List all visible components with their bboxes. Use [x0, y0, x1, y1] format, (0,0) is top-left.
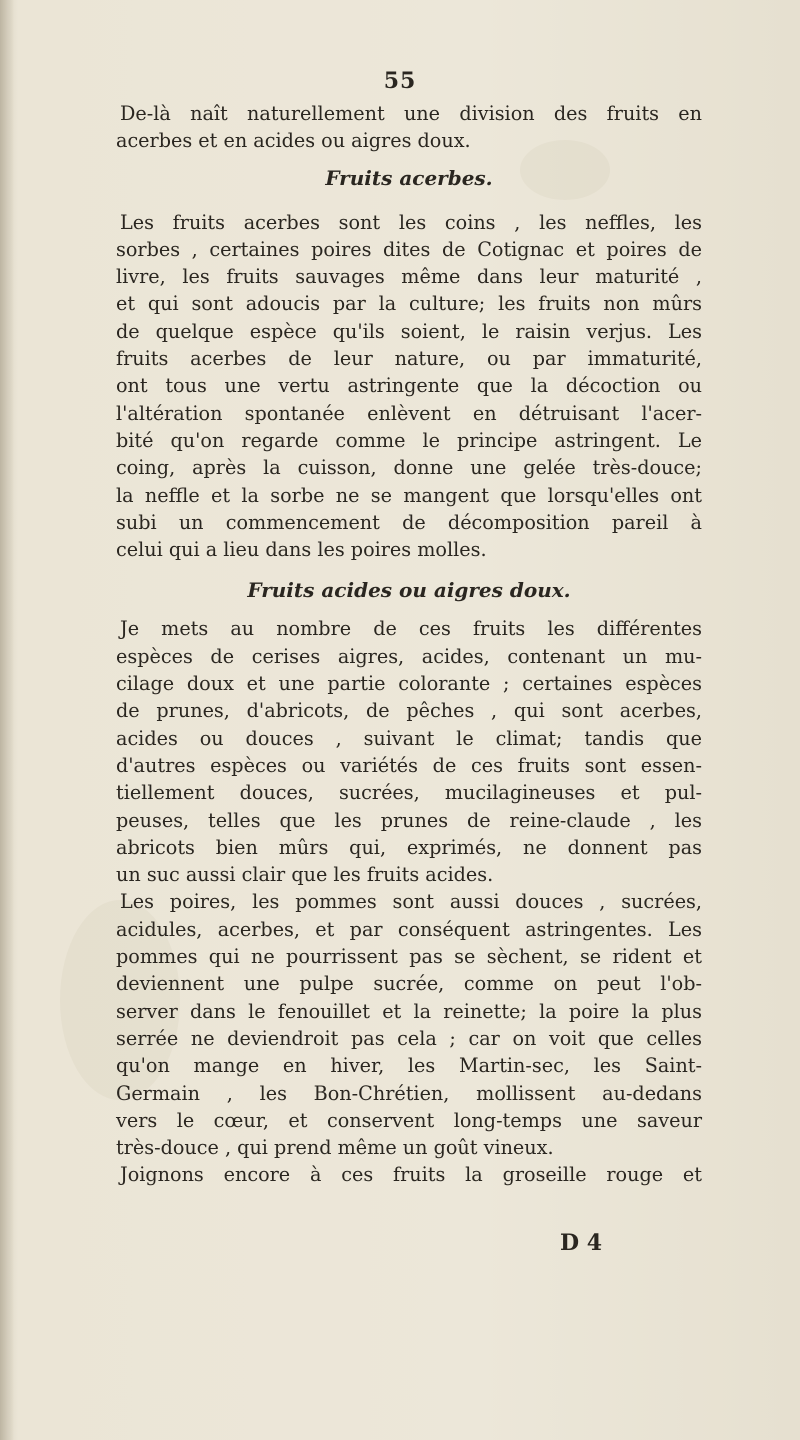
text-line: Je mets au nombre de ces fruits les différentes	[120, 617, 702, 641]
text-line: abricots bien mûrs qui, exprimés, ne donnent pas	[116, 835, 702, 859]
text-line: peuses, telles que les prunes de reine-claude , les	[116, 808, 702, 832]
text-line: pommes qui ne pourrissent pas se sèchent, se rident et	[116, 945, 702, 969]
text-line: vers le cœur, et conservent long-temps une saveur	[116, 1108, 702, 1132]
page-body	[116, 100, 702, 1189]
text-line: d'autres espèces ou variétés de ces fruits sont essen-	[116, 753, 702, 777]
text-line: deviennent une pulpe sucrée, comme on peut l'ob-	[116, 972, 702, 996]
text-line: de quelque espèce qu'ils soient, le raisin verjus. Les	[116, 319, 702, 343]
text-line: l'altération spontanée enlèvent en détruisant l'acer-	[116, 401, 702, 425]
text-line: fruits acerbes de leur nature, ou par immaturité,	[116, 347, 702, 371]
text-line: acidules, acerbes, et par conséquent astringentes. Les	[116, 917, 702, 941]
text-line: ont tous une vertu astringente que la décoction ou	[116, 374, 702, 398]
text-line: De-là naît naturellement une division des fruits en	[120, 102, 702, 125]
text-line: server dans le fenouillet et la reinette; la poire la plus	[116, 999, 702, 1023]
text-line: acides ou douces , suivant le climat; tandis que	[116, 726, 702, 750]
text-line: celui qui a lieu dans les poires molles.	[116, 538, 487, 562]
text-line: cilage doux et une partie colorante ; certaines espèces	[116, 672, 702, 696]
text-line: serrée ne deviendroit pas cela ; car on voit que celles	[116, 1026, 702, 1050]
page-number: 55	[383, 68, 417, 94]
text-line: très-douce , qui prend même un goût vineux.	[116, 1136, 554, 1160]
text-line: Les poires, les pommes sont aussi douces , sucrées,	[120, 890, 702, 914]
text-line: livre, les fruits sauvages même dans leur maturité ,	[116, 265, 702, 289]
text-line: et qui sont adoucis par la culture; les fruits non mûrs	[116, 292, 702, 316]
section-heading: Fruits acerbes.	[325, 165, 493, 190]
text-line: bité qu'on regarde comme le principe astringent. Le	[116, 428, 702, 452]
section-heading: Fruits acides ou aigres doux.	[247, 578, 571, 603]
text-line: espèces de cerises aigres, acides, contenant un mu-	[116, 644, 702, 668]
text-line: Joignons encore à ces fruits la groseille rouge et	[120, 1163, 702, 1187]
text-line: qu'on mange en hiver, les Martin-sec, les Saint-	[116, 1054, 702, 1078]
text-line: Germain , les Bon-Chrétien, mollissent au-dedans	[116, 1081, 702, 1105]
page-gutter-edge	[0, 0, 14, 1440]
text-line: la neffle et la sorbe ne se mangent que lorsqu'elles ont	[116, 483, 702, 507]
text-line: subi un commencement de décomposition pareil à	[116, 510, 702, 534]
text-line: coing, après la cuisson, donne une gelée très-douce;	[116, 456, 702, 480]
text-line: de prunes, d'abricots, de pêches , qui sont acerbes,	[116, 699, 702, 723]
text-line: Les fruits acerbes sont les coins , les neffles, les	[120, 210, 702, 234]
signature-mark: D 4	[560, 1230, 603, 1256]
text-line: un suc aussi clair que les fruits acides.	[116, 863, 494, 887]
text-line: sorbes , certaines poires dites de Cotignac et poires de	[116, 237, 702, 261]
text-line: acerbes et en acides ou aigres doux.	[116, 129, 471, 153]
text-line: tiellement douces, sucrées, mucilagineuses et pul-	[116, 781, 702, 805]
